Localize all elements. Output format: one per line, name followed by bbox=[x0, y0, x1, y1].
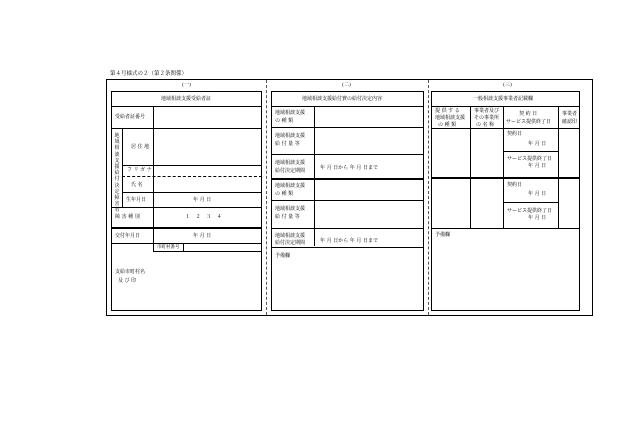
section-2-number: (二) bbox=[342, 82, 351, 88]
period-value-1: 年 月 日から 年 月 日まで bbox=[320, 165, 378, 171]
grid-line bbox=[431, 128, 580, 129]
grid-line bbox=[503, 202, 558, 203]
grid-line bbox=[431, 228, 580, 229]
issuer-label-1: 支給市町村名 bbox=[115, 269, 146, 275]
row1-contract-ymd: 年 月 日 bbox=[528, 141, 547, 147]
section-2-frame bbox=[271, 91, 424, 311]
grid-line bbox=[431, 177, 580, 179]
col-service-type-1: 提 供 す る bbox=[435, 108, 460, 114]
section-2-header: 地域相談支援給付費の給付決定内容 bbox=[302, 96, 383, 102]
col-provider-3: の 名 称 bbox=[476, 122, 495, 128]
col-confirm-2: 確認印 bbox=[562, 119, 578, 125]
grid-line bbox=[271, 178, 424, 180]
section-2-notes-label: 予備欄 bbox=[275, 253, 291, 259]
birth-label: 生年月日 bbox=[126, 197, 147, 203]
grid-line bbox=[122, 192, 262, 193]
section-1-header: 地域相談支援受給者証 bbox=[161, 96, 212, 102]
grid-line bbox=[122, 176, 262, 177]
grid-line bbox=[122, 128, 123, 207]
row1-end-label: サービス提供終了日 bbox=[507, 156, 553, 162]
address-label: 居 住 地 bbox=[131, 144, 150, 150]
service-amount-label-2b: 給 付 量 等 bbox=[275, 214, 300, 220]
grid-line bbox=[111, 227, 262, 229]
row2-end-ymd: 年 月 日 bbox=[528, 215, 547, 221]
form-title: 第４号様式の２（第２条関係） bbox=[110, 71, 188, 77]
section-3-notes-label: 予備欄 bbox=[435, 232, 451, 238]
grid-line bbox=[111, 207, 262, 208]
row2-contract-label: 契約日 bbox=[507, 182, 523, 188]
section-3-header: 一般相談支援事業者記載欄 bbox=[473, 96, 534, 102]
grid-line bbox=[271, 154, 424, 155]
grid-line bbox=[153, 128, 154, 207]
grid-line bbox=[271, 247, 424, 248]
grid-line bbox=[122, 165, 262, 166]
grid-line bbox=[271, 106, 424, 107]
grid-line bbox=[183, 243, 184, 252]
disability-values: １ ２ ３ ４ bbox=[185, 214, 224, 220]
birth-value: 年 月 日 bbox=[193, 197, 212, 203]
service-type-label-2a: 地域相談支援 bbox=[275, 183, 306, 189]
col-provider-2: その事業所 bbox=[474, 115, 500, 121]
col-confirm-1: 事業者 bbox=[562, 111, 578, 117]
grid-line bbox=[271, 127, 424, 128]
row2-contract-ymd: 年 月 日 bbox=[528, 191, 547, 197]
grid-line bbox=[503, 106, 504, 228]
row1-end-ymd: 年 月 日 bbox=[528, 163, 547, 169]
period-label-2b: 給付決定期間 bbox=[275, 240, 306, 246]
col-contract-date: 契 約 日 bbox=[519, 111, 538, 117]
city-code-label: 市町村番号 bbox=[157, 245, 180, 250]
grid-line bbox=[558, 106, 559, 228]
period-label-2a: 地域相談支援 bbox=[275, 233, 306, 239]
service-type-label-1a: 地域相談支援 bbox=[275, 110, 306, 116]
issue-date-value: 年 月 日 bbox=[193, 233, 212, 239]
col-service-type-2: 地域相談支援 bbox=[435, 115, 466, 121]
col-service-type-3: の 種 類 bbox=[438, 122, 457, 128]
service-amount-label-1b: 給 付 量 等 bbox=[275, 141, 300, 147]
vertical-label-recipient: 地域相談支援給付決定障害者 bbox=[114, 133, 120, 214]
grid-line bbox=[271, 228, 424, 229]
name-label: 氏 名 bbox=[131, 182, 143, 188]
period-label-1a: 地域相談支援 bbox=[275, 160, 306, 166]
grid-line bbox=[153, 106, 154, 128]
disability-label: 障 害 種 別 bbox=[115, 214, 140, 220]
service-type-label-1b: の 種 類 bbox=[275, 118, 294, 124]
issuer-label-2: 及 び 印 bbox=[118, 278, 137, 284]
grid-line bbox=[153, 227, 154, 243]
grid-line bbox=[153, 207, 154, 227]
grid-line bbox=[470, 106, 471, 228]
col-provider-1: 事業者及び bbox=[474, 108, 500, 114]
grid-line bbox=[271, 200, 424, 201]
col-end-date: サービス提供終了日 bbox=[506, 119, 552, 125]
grid-line bbox=[111, 128, 262, 129]
section-3-number: (三) bbox=[503, 82, 512, 88]
furigana-label: フ リ ガ ナ bbox=[127, 167, 152, 173]
period-label-1b: 給付決定期間 bbox=[275, 168, 306, 174]
cert-number-label: 受給者証番号 bbox=[115, 114, 146, 120]
row1-contract-label: 契約日 bbox=[507, 131, 523, 137]
section-1-number: (一) bbox=[182, 82, 191, 88]
row2-end-label: サービス提供終了日 bbox=[507, 208, 553, 214]
section-1-header-line bbox=[111, 106, 262, 107]
period-value-2: 年 月 日から 年 月 日まで bbox=[320, 238, 378, 244]
service-amount-label-1a: 地域相談支援 bbox=[275, 133, 306, 139]
grid-line bbox=[503, 151, 558, 152]
service-amount-label-2a: 地域相談支援 bbox=[275, 206, 306, 212]
service-type-label-2b: の 種 類 bbox=[275, 191, 294, 197]
issue-date-label: 交付年月日 bbox=[115, 233, 141, 239]
